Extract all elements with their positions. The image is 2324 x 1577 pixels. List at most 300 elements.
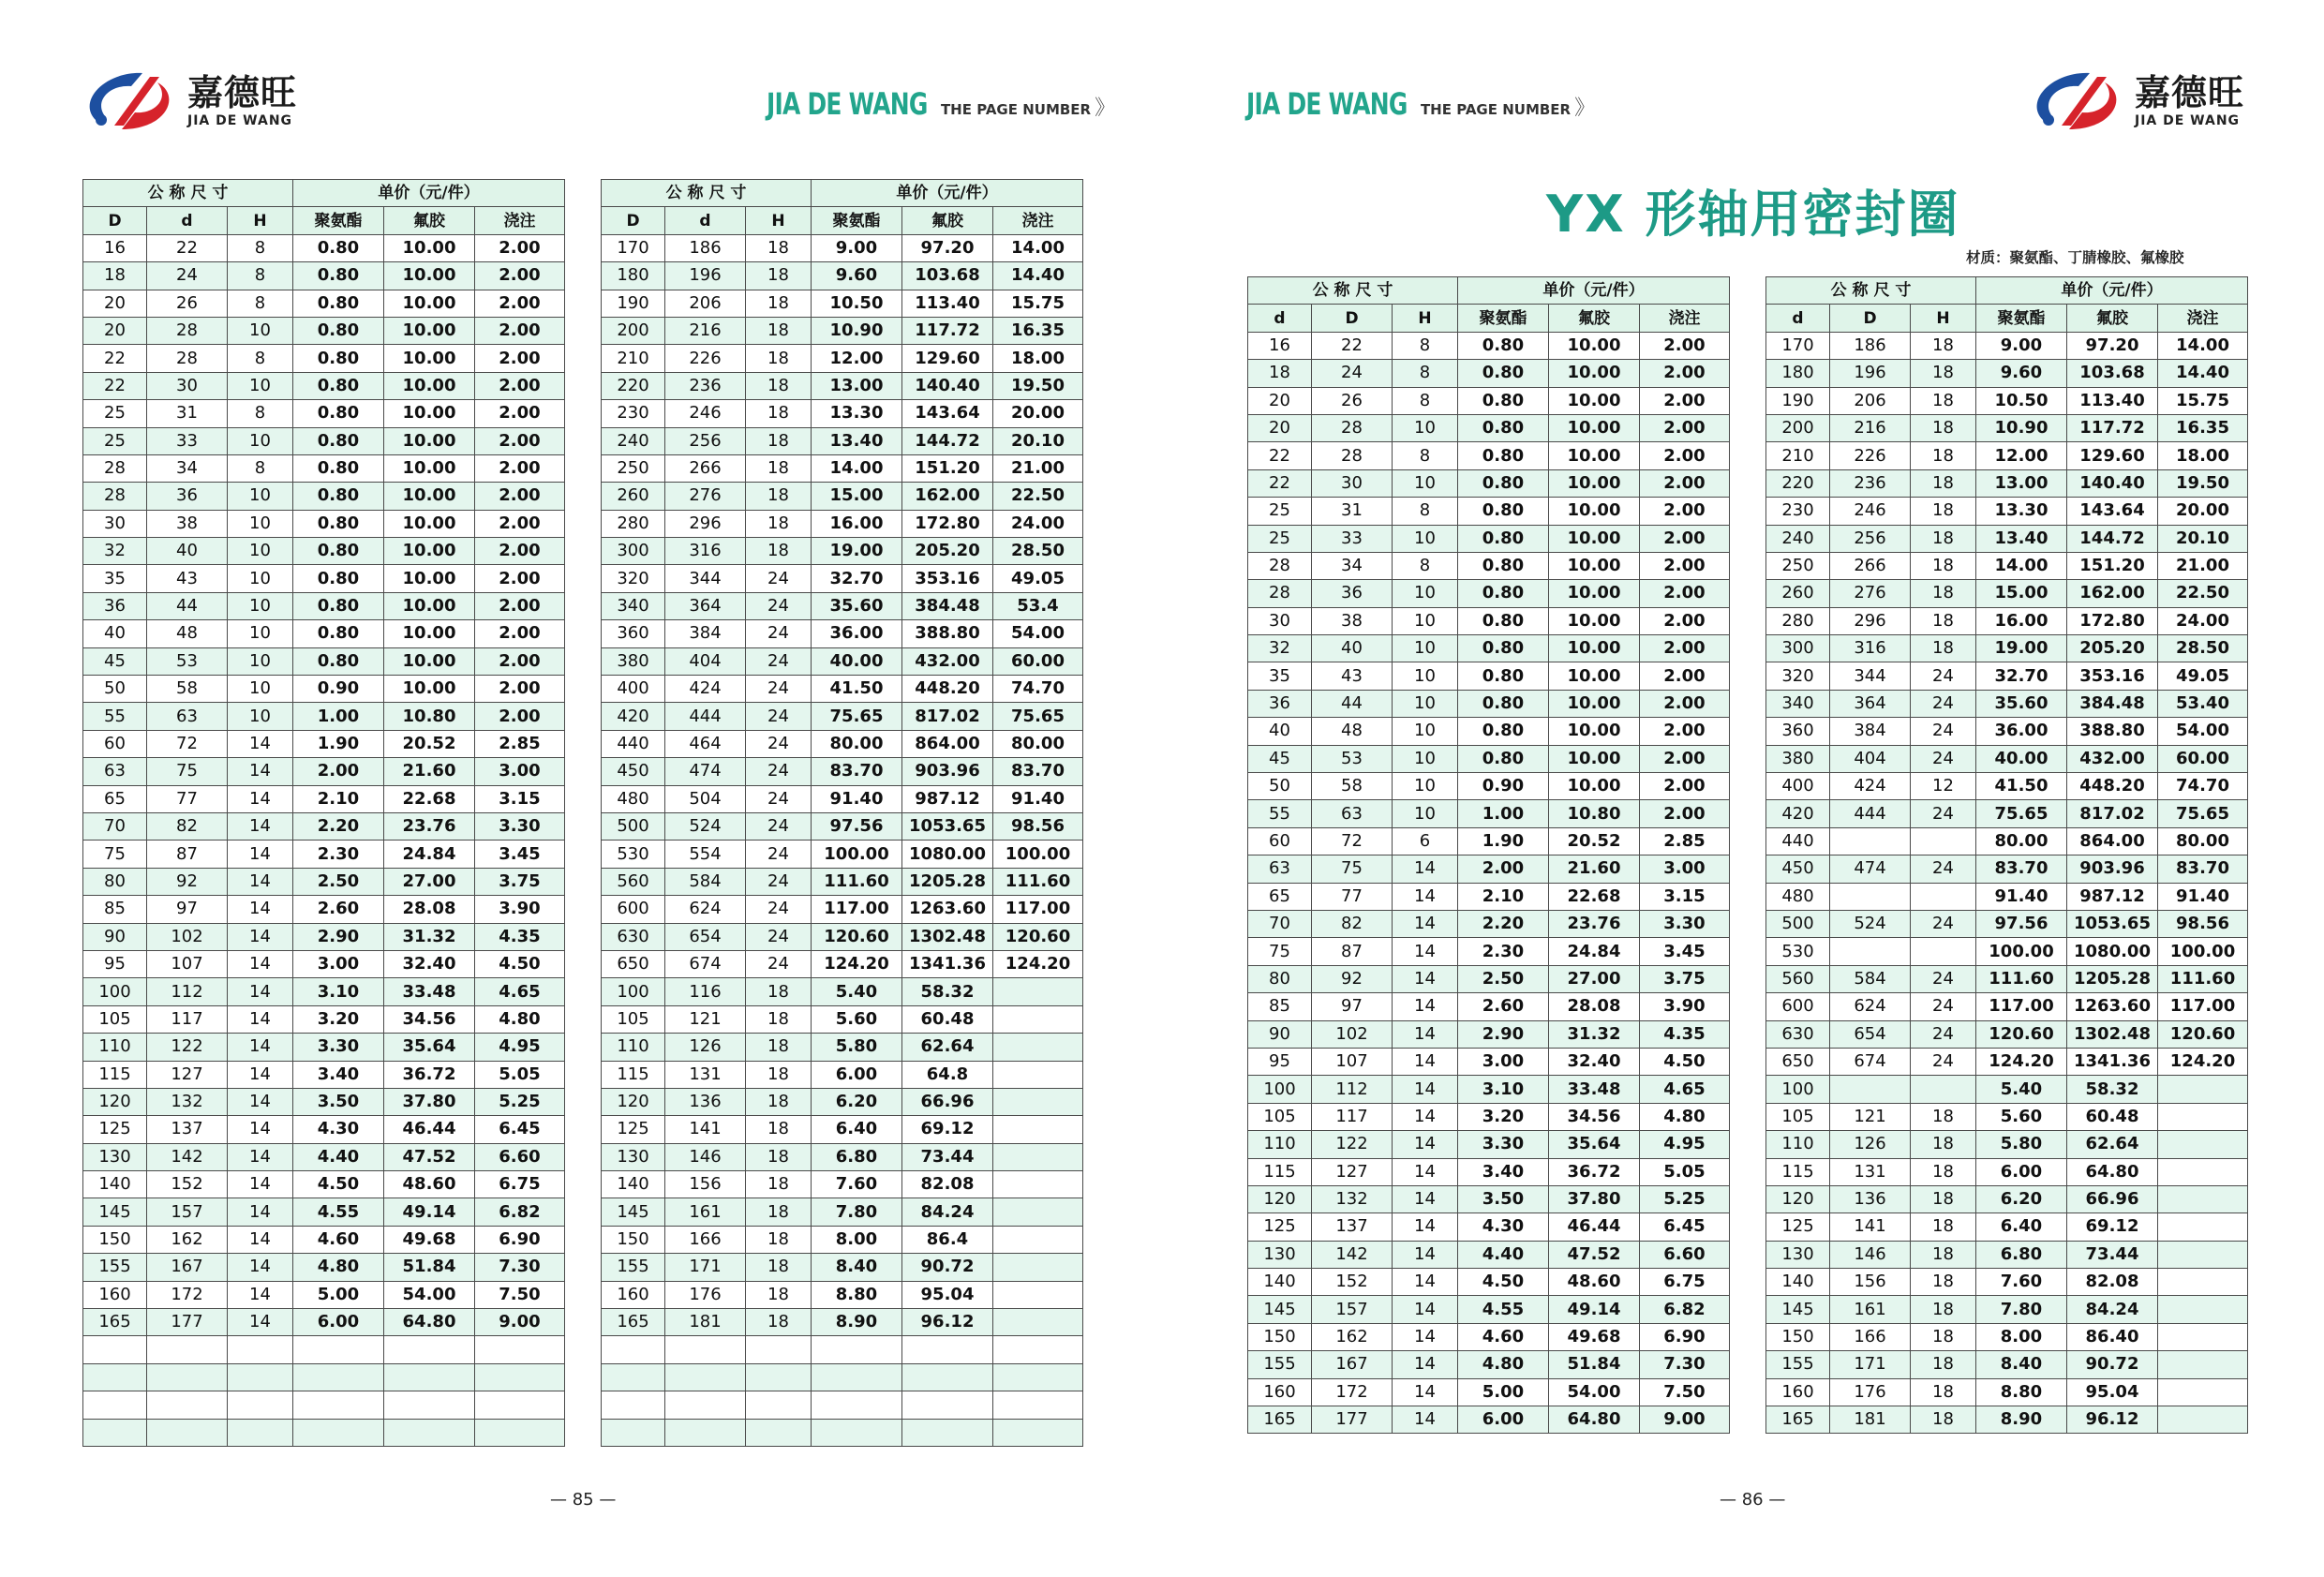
- table-cell: 200: [602, 317, 665, 344]
- table-row: [1766, 498, 2248, 525]
- table-cell: 260: [602, 483, 665, 510]
- table-row: [602, 510, 1083, 537]
- table-cell: 10.00: [384, 510, 475, 537]
- table-cell: 36: [1312, 580, 1393, 607]
- table-cell: 316: [665, 538, 746, 565]
- table-cell: 1.00: [293, 703, 384, 730]
- table-cell: 100: [83, 978, 147, 1005]
- table-cell: 21.60: [384, 758, 475, 785]
- table-cell: 0.90: [293, 676, 384, 703]
- table-cell: 28.08: [384, 896, 475, 923]
- table-cell: 124.20: [2158, 1048, 2248, 1075]
- table-cell: 654: [1830, 1020, 1911, 1048]
- table-cell: 125: [1248, 1213, 1312, 1241]
- column-header: D: [1830, 305, 1911, 332]
- table-cell: 155: [602, 1254, 665, 1281]
- table-cell: [993, 1419, 1083, 1446]
- table-cell: 31.32: [1549, 1020, 1640, 1048]
- table-cell: 7.80: [1976, 1296, 2067, 1323]
- table-cell: 4.55: [293, 1198, 384, 1226]
- table-cell: 70: [1248, 910, 1312, 937]
- table-cell: 0.80: [1458, 387, 1549, 414]
- table-cell: 987.12: [2067, 883, 2158, 910]
- table-row: [602, 950, 1083, 977]
- table-row: [602, 978, 1083, 1005]
- table-cell: 18: [1911, 1131, 1976, 1158]
- table-cell: 96.12: [902, 1309, 993, 1336]
- table-cell: 2.00: [1640, 442, 1730, 469]
- table-cell: 155: [83, 1254, 147, 1281]
- table-cell: [993, 1171, 1083, 1198]
- table-row: [1766, 552, 2248, 579]
- table-cell: 6.82: [475, 1198, 565, 1226]
- table-cell: 4.80: [1640, 1103, 1730, 1130]
- table-cell: 102: [1312, 1020, 1393, 1048]
- table-cell: 10: [228, 647, 293, 675]
- table-cell: 10.80: [384, 703, 475, 730]
- table-cell: 2.00: [475, 234, 565, 261]
- table-cell: 24: [746, 896, 812, 923]
- table-cell: [83, 1391, 147, 1419]
- table-cell: 24: [1911, 662, 1976, 690]
- column-header: d: [147, 207, 228, 234]
- table-cell: 3.50: [1458, 1185, 1549, 1213]
- table-cell: 6.20: [1976, 1185, 2067, 1213]
- header-unit-price: 单价（元/件）: [1976, 277, 2248, 305]
- table-cell: 650: [1766, 1048, 1830, 1075]
- table-row: [1248, 414, 1730, 441]
- table-cell: 146: [1830, 1241, 1911, 1268]
- table-cell: 10.00: [1549, 773, 1640, 800]
- table-cell: 296: [1830, 607, 1911, 634]
- table-row: [1766, 1158, 2248, 1185]
- table-cell: 13.40: [812, 427, 902, 454]
- table-row: [83, 896, 565, 923]
- table-row: [602, 896, 1083, 923]
- table-cell: 220: [602, 372, 665, 399]
- table-cell: 141: [665, 1116, 746, 1143]
- table-cell: [902, 1336, 993, 1363]
- table-row: [602, 1363, 1083, 1391]
- table-cell: 103.68: [902, 262, 993, 290]
- table-cell: 28: [147, 317, 228, 344]
- table-cell: 10.00: [1549, 718, 1640, 745]
- table-cell: 50: [83, 676, 147, 703]
- table-cell: [384, 1336, 475, 1363]
- table-cell: 49.14: [384, 1198, 475, 1226]
- table-cell: 142: [1312, 1241, 1393, 1268]
- table-cell: 200: [1766, 414, 1830, 441]
- table-cell: 226: [1830, 442, 1911, 469]
- table-cell: 6.75: [475, 1171, 565, 1198]
- table-cell: [2158, 1103, 2248, 1130]
- table-cell: 24.84: [1549, 938, 1640, 965]
- table-cell: 2.00: [475, 400, 565, 427]
- table-cell: 32.40: [1549, 1048, 1640, 1075]
- table-cell: 84.24: [902, 1198, 993, 1226]
- table-cell: [1911, 1076, 1976, 1103]
- table-cell: 10.00: [384, 317, 475, 344]
- table-cell: 58: [147, 676, 228, 703]
- table-cell: 3.00: [293, 950, 384, 977]
- table-row: [1248, 827, 1730, 855]
- table-cell: 24: [147, 262, 228, 290]
- table-cell: 7.80: [812, 1198, 902, 1226]
- table-cell: 14: [228, 1005, 293, 1033]
- table-cell: 72: [1312, 827, 1393, 855]
- table-cell: 14: [1393, 1269, 1458, 1296]
- table-cell: [2158, 1076, 2248, 1103]
- table-cell: 14: [228, 1116, 293, 1143]
- table-cell: 155: [1248, 1351, 1312, 1378]
- table-cell: 24: [1911, 1020, 1976, 1048]
- double-chevron-icon: 》: [1095, 97, 1116, 120]
- table-cell: 120.60: [812, 923, 902, 950]
- column-header: 聚氨酯: [1458, 305, 1549, 332]
- table-row: [1766, 1406, 2248, 1434]
- table-cell: 344: [665, 565, 746, 592]
- table-cell: 7.30: [475, 1254, 565, 1281]
- table-cell: 10.00: [1549, 442, 1640, 469]
- table-cell: [228, 1336, 293, 1363]
- table-cell: 18: [1248, 360, 1312, 387]
- table-cell: 420: [602, 703, 665, 730]
- table-cell: 3.45: [1640, 938, 1730, 965]
- table-cell: 160: [1248, 1378, 1312, 1406]
- table-cell: 524: [1830, 910, 1911, 937]
- table-row: [83, 290, 565, 317]
- table-cell: 5.25: [1640, 1185, 1730, 1213]
- table-cell: 113.40: [2067, 387, 2158, 414]
- table-cell: 111.60: [993, 868, 1083, 895]
- table-cell: 19.50: [993, 372, 1083, 399]
- table-cell: 2.30: [293, 841, 384, 868]
- table-cell: 53.4: [993, 592, 1083, 619]
- price-table-left-2: [601, 179, 1083, 1447]
- table-cell: 2.85: [1640, 827, 1730, 855]
- table-cell: 14: [228, 841, 293, 868]
- table-cell: 85: [83, 896, 147, 923]
- table-cell: 35.64: [384, 1034, 475, 1061]
- table-cell: 160: [1766, 1378, 1830, 1406]
- table-cell: 450: [1766, 855, 1830, 883]
- table-cell: 1.90: [1458, 827, 1549, 855]
- table-cell: 107: [1312, 1048, 1393, 1075]
- table-cell: 300: [602, 538, 665, 565]
- table-cell: 2.00: [475, 538, 565, 565]
- table-cell: 0.80: [1458, 442, 1549, 469]
- brand-logo-icon: [2024, 64, 2129, 139]
- table-cell: 554: [665, 841, 746, 868]
- table-cell: 10.90: [812, 317, 902, 344]
- table-cell: 7.50: [1640, 1378, 1730, 1406]
- table-cell: 903.96: [902, 758, 993, 785]
- table-cell: 6.40: [1976, 1213, 2067, 1241]
- table-cell: 3.30: [475, 812, 565, 840]
- table-cell: 10: [1393, 662, 1458, 690]
- table-row: [1248, 1185, 1730, 1213]
- table-cell: 63: [1248, 855, 1312, 883]
- table-cell: 58: [1312, 773, 1393, 800]
- table-cell: 5.00: [1458, 1378, 1549, 1406]
- table-cell: 100.00: [812, 841, 902, 868]
- table-cell: 24: [1911, 993, 1976, 1020]
- table-cell: 3.45: [475, 841, 565, 868]
- table-cell: 127: [1312, 1158, 1393, 1185]
- table-cell: 100.00: [2158, 938, 2248, 965]
- table-row: [602, 1061, 1083, 1088]
- table-cell: 33.48: [384, 978, 475, 1005]
- table-cell: 36.72: [384, 1061, 475, 1088]
- table-cell: 160: [602, 1281, 665, 1308]
- table-row: [83, 592, 565, 619]
- table-cell: 22: [1248, 469, 1312, 497]
- column-header: 聚氨酯: [1976, 305, 2067, 332]
- table-cell: 31: [1312, 498, 1393, 525]
- table-cell: 432.00: [2067, 745, 2158, 772]
- table-row: [602, 1088, 1083, 1115]
- table-cell: 474: [665, 758, 746, 785]
- table-cell: 64.80: [2067, 1158, 2158, 1185]
- table-cell: 10.50: [1976, 387, 2067, 414]
- table-cell: 40: [1248, 718, 1312, 745]
- column-header: H: [1393, 305, 1458, 332]
- table-cell: 4.60: [1458, 1323, 1549, 1350]
- table-cell: 24: [746, 785, 812, 812]
- table-cell: 18: [746, 1034, 812, 1061]
- table-cell: [475, 1363, 565, 1391]
- table-cell: 35.60: [812, 592, 902, 619]
- table-cell: 2.90: [1458, 1020, 1549, 1048]
- table-row: [83, 978, 565, 1005]
- table-cell: 276: [665, 483, 746, 510]
- table-cell: 1080.00: [902, 841, 993, 868]
- table-cell: 97.56: [812, 812, 902, 840]
- table-cell: 624: [665, 896, 746, 923]
- table-cell: 40: [83, 620, 147, 647]
- table-cell: 5.05: [1640, 1158, 1730, 1185]
- table-cell: 18: [746, 1254, 812, 1281]
- header-unit-price: 单价（元/件）: [812, 180, 1083, 207]
- table-row: [1766, 883, 2248, 910]
- table-cell: 10: [228, 620, 293, 647]
- table-cell: 120: [83, 1088, 147, 1115]
- table-cell: 91.40: [2158, 883, 2248, 910]
- table-row: [1248, 635, 1730, 662]
- table-cell: 24: [746, 868, 812, 895]
- table-cell: 18: [1911, 442, 1976, 469]
- table-cell: 75.65: [1976, 800, 2067, 827]
- table-cell: 48: [147, 620, 228, 647]
- table-cell: 10: [1393, 525, 1458, 552]
- table-cell: [475, 1419, 565, 1446]
- table-cell: 55: [1248, 800, 1312, 827]
- table-row: [602, 400, 1083, 427]
- table-row: [83, 923, 565, 950]
- table-cell: 22: [83, 345, 147, 372]
- table-cell: 53: [147, 647, 228, 675]
- table-cell: 2.00: [1640, 498, 1730, 525]
- table-cell: 6.00: [1976, 1158, 2067, 1185]
- table-cell: 20: [1248, 414, 1312, 441]
- table-cell: 24.00: [993, 510, 1083, 537]
- table-cell: 24.00: [2158, 607, 2248, 634]
- table-cell: 41.50: [812, 676, 902, 703]
- table-cell: 18: [746, 1171, 812, 1198]
- table-row: [1766, 855, 2248, 883]
- table-cell: 14: [228, 1226, 293, 1253]
- table-cell: 420: [1766, 800, 1830, 827]
- table-cell: [384, 1391, 475, 1419]
- table-row: [1766, 1241, 2248, 1268]
- table-cell: 63: [1312, 800, 1393, 827]
- table-cell: 2.00: [1640, 690, 1730, 717]
- table-cell: 26: [1312, 387, 1393, 414]
- table-row: [83, 676, 565, 703]
- table-cell: 130: [1766, 1241, 1830, 1268]
- table-cell: 100: [602, 978, 665, 1005]
- table-cell: 60.48: [2067, 1103, 2158, 1130]
- table-cell: 41.50: [1976, 773, 2067, 800]
- table-cell: 180: [602, 262, 665, 290]
- table-cell: 30: [147, 372, 228, 399]
- table-cell: 90: [1248, 1020, 1312, 1048]
- table-cell: 14: [1393, 855, 1458, 883]
- table-row: [602, 647, 1083, 675]
- table-row: [1766, 607, 2248, 634]
- table-row: [602, 812, 1083, 840]
- table-cell: [2158, 1131, 2248, 1158]
- table-cell: 10: [228, 676, 293, 703]
- table-cell: 8.90: [812, 1309, 902, 1336]
- table-cell: 152: [147, 1171, 228, 1198]
- column-header: 聚氨酯: [293, 207, 384, 234]
- table-cell: 24: [1911, 910, 1976, 937]
- table-cell: 172.80: [2067, 607, 2158, 634]
- table-cell: 1341.36: [2067, 1048, 2158, 1075]
- table-cell: 5.60: [1976, 1103, 2067, 1130]
- table-cell: 115: [1248, 1158, 1312, 1185]
- table-cell: 0.80: [1458, 525, 1549, 552]
- table-cell: 196: [665, 262, 746, 290]
- table-cell: 18: [746, 400, 812, 427]
- table-cell: 654: [665, 923, 746, 950]
- table-row: [1248, 1213, 1730, 1241]
- table-cell: 2.00: [475, 565, 565, 592]
- table-cell: 4.30: [1458, 1213, 1549, 1241]
- table-cell: 630: [602, 923, 665, 950]
- table-cell: 14: [228, 1171, 293, 1198]
- table-cell: 129.60: [902, 345, 993, 372]
- table-cell: 75: [83, 841, 147, 868]
- table-cell: 18: [746, 372, 812, 399]
- table-cell: 10.00: [1549, 332, 1640, 359]
- table-cell: 14: [1393, 965, 1458, 992]
- table-cell: 18: [1911, 1406, 1976, 1434]
- table-cell: 121: [665, 1005, 746, 1033]
- table-cell: 6.00: [812, 1061, 902, 1088]
- table-cell: 51.84: [1549, 1351, 1640, 1378]
- table-cell: 70: [83, 812, 147, 840]
- header-nominal-size: 公 称 尺 寸: [602, 180, 812, 207]
- table-row: [1248, 498, 1730, 525]
- table-cell: [293, 1391, 384, 1419]
- table-row: [1766, 580, 2248, 607]
- table-row: [83, 400, 565, 427]
- table-cell: 246: [665, 400, 746, 427]
- table-cell: 44: [147, 592, 228, 619]
- table-cell: 1080.00: [2067, 938, 2158, 965]
- table-cell: 157: [1312, 1296, 1393, 1323]
- table-cell: 6.20: [812, 1088, 902, 1115]
- table-cell: 127: [147, 1061, 228, 1088]
- table-cell: 280: [602, 510, 665, 537]
- table-cell: 90.72: [2067, 1351, 2158, 1378]
- table-row: [1248, 745, 1730, 772]
- table-cell: 75: [1312, 855, 1393, 883]
- table-cell: 864.00: [2067, 827, 2158, 855]
- table-cell: [993, 1226, 1083, 1253]
- table-cell: 9.00: [1976, 332, 2067, 359]
- table-cell: 115: [602, 1061, 665, 1088]
- table-cell: 10.00: [384, 538, 475, 565]
- table-cell: 20: [1248, 387, 1312, 414]
- table-cell: 15.75: [993, 290, 1083, 317]
- table-cell: 8: [1393, 552, 1458, 579]
- table-cell: 112: [1312, 1076, 1393, 1103]
- table-cell: [902, 1391, 993, 1419]
- table-cell: 63: [147, 703, 228, 730]
- table-cell: 3.00: [475, 758, 565, 785]
- table-cell: 33: [1312, 525, 1393, 552]
- table-cell: 205.20: [902, 538, 993, 565]
- table-cell: 2.90: [293, 923, 384, 950]
- table-cell: 145: [83, 1198, 147, 1226]
- table-cell: 172: [1312, 1378, 1393, 1406]
- table-cell: 24: [746, 592, 812, 619]
- table-cell: 500: [1766, 910, 1830, 937]
- table-cell: 2.00: [475, 372, 565, 399]
- table-row: [602, 730, 1083, 757]
- column-header: d: [1248, 305, 1312, 332]
- table-cell: 28.08: [1549, 993, 1640, 1020]
- table-cell: 18: [1911, 552, 1976, 579]
- table-cell: 6.40: [812, 1116, 902, 1143]
- table-cell: 13.00: [1976, 469, 2067, 497]
- table-cell: 120.60: [993, 923, 1083, 950]
- table-cell: 3.15: [1640, 883, 1730, 910]
- table-cell: 35: [1248, 662, 1312, 690]
- table-cell: 151.20: [902, 454, 993, 482]
- table-cell: 2.00: [1640, 718, 1730, 745]
- table-cell: 440: [602, 730, 665, 757]
- table-row: [602, 317, 1083, 344]
- table-cell: 0.80: [293, 510, 384, 537]
- table-cell: 2.00: [475, 483, 565, 510]
- table-cell: 142: [147, 1143, 228, 1170]
- table-row: [1248, 1103, 1730, 1130]
- table-cell: 91.40: [1976, 883, 2067, 910]
- table-row: [83, 1198, 565, 1226]
- table-cell: 27.00: [384, 868, 475, 895]
- price-table-right-2: [1765, 276, 2248, 1434]
- table-cell: 18: [746, 290, 812, 317]
- table-cell: [602, 1391, 665, 1419]
- table-cell: 600: [602, 896, 665, 923]
- table-row: [1766, 718, 2248, 745]
- table-cell: 82: [1312, 910, 1393, 937]
- table-row: [602, 868, 1083, 895]
